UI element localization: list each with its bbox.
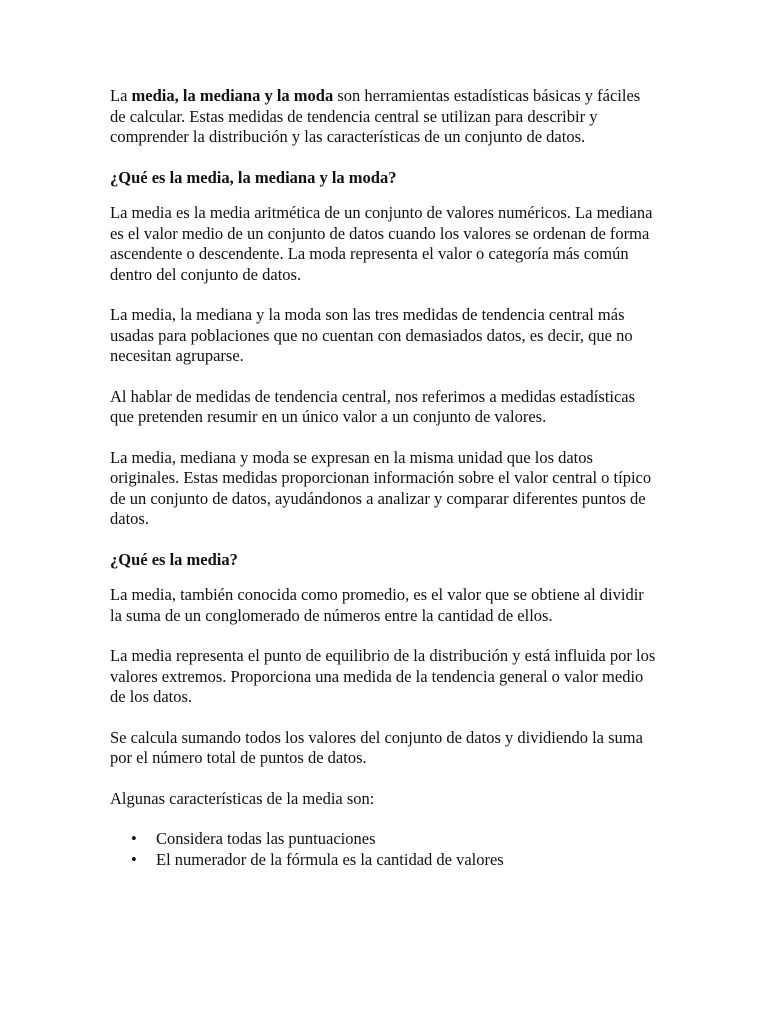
section-heading-media: ¿Qué es la media? xyxy=(110,549,238,569)
intro-bold-terms: media, la mediana y la moda xyxy=(131,86,334,105)
section1-paragraph: La media, la mediana y la moda son las tres medidas de tendencia central más usadas para poblaciones que no cuentan con demasiados datos, es decir, que no necesitan agruparse. xyxy=(110,305,633,365)
intro-text-end: son herramientas estadísticas básicas y fáciles de calcular. Estas medidas de tendencia central se utilizan para describir y comprender la distribución y las características de un conjunto de datos. xyxy=(110,86,641,146)
list-item xyxy=(131,849,658,871)
intro-paragraph xyxy=(110,86,658,148)
bullet-icon: • xyxy=(131,849,137,869)
section-heading-media-mediana-moda: ¿Qué es la media, la mediana y la moda? xyxy=(110,167,397,187)
bullet-icon: • xyxy=(131,829,137,848)
section2-paragraph: Algunas características de la media son: xyxy=(110,788,375,808)
list-item-text: Considera todas las puntuaciones xyxy=(156,829,376,848)
section2-paragraph: La media, también conocida como promedio, es el valor que se obtiene al dividir la suma de un conglomerado de números entre la cantidad de ellos. xyxy=(110,585,644,625)
section2-paragraph: Se calcula sumando todos los valores del conjunto de datos y dividiendo la suma por el número total de puntos de datos. xyxy=(110,727,643,767)
section1-paragraph: Al hablar de medidas de tendencia central, nos referimos a medidas estadísticas que pretenden resumir en un único valor a un conjunto de valores. xyxy=(110,386,636,426)
list-item-text: El numerador de la fórmula es la cantidad de valores xyxy=(156,849,504,869)
section1-paragraph: La media es la media aritmética de un conjunto de valores numéricos. La mediana es el valor medio de un conjunto de datos cuando los valores se ordenan de forma ascendente o descendente. La moda representa el valor o categoría más común dentro del conjunto de datos. xyxy=(110,203,653,284)
list-item xyxy=(131,829,658,850)
document-body xyxy=(110,86,658,870)
characteristics-list xyxy=(110,829,658,870)
section1-paragraph: La media, mediana y moda se expresan en la misma unidad que los datos originales. Estas medidas proporcionan información sobre el valor central o típico de un conjunto de datos, ayudándonos a analizar y comparar diferentes puntos de datos. xyxy=(110,447,652,528)
intro-text-start: La xyxy=(110,86,132,105)
section2-paragraph: La media representa el punto de equilibrio de la distribución y está influida por los valores extremos. Proporciona una medida de la tendencia general o valor medio de los datos. xyxy=(110,646,656,706)
